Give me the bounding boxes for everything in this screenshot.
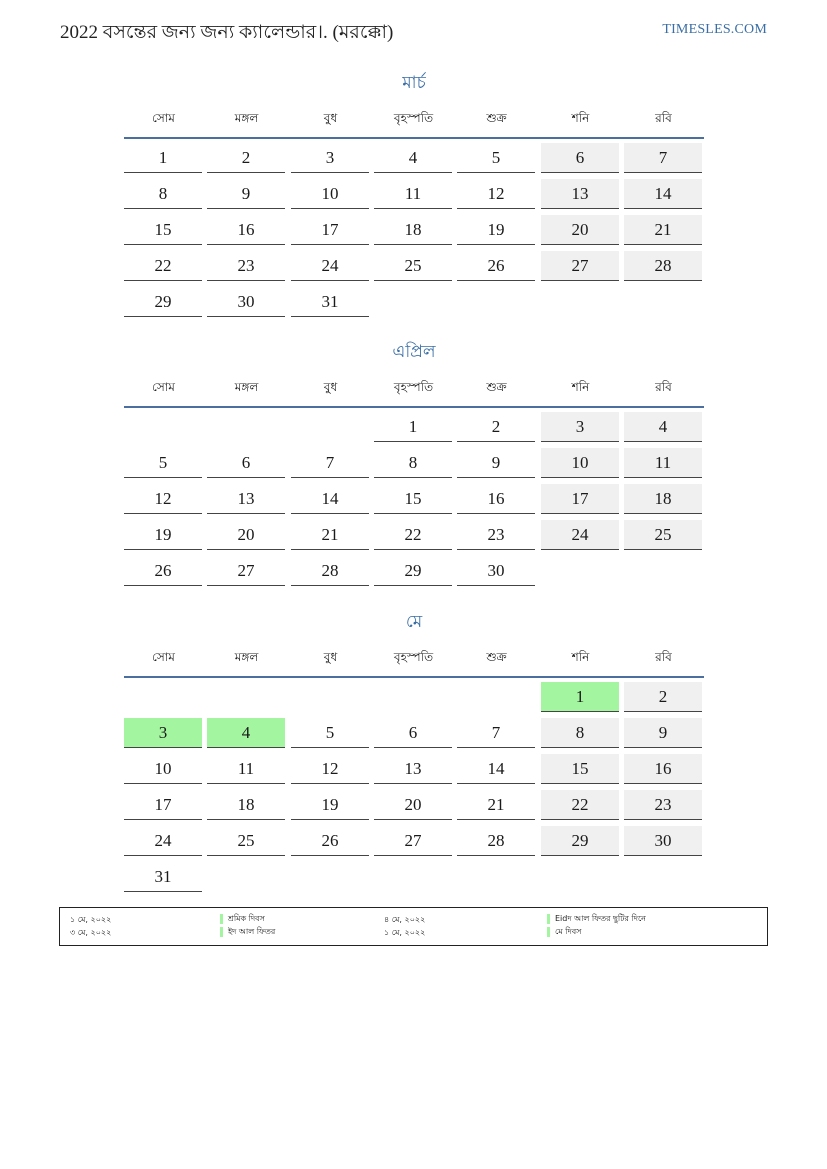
calendar-day[interactable]: 1: [541, 682, 619, 712]
month-title: মে: [405, 612, 423, 631]
calendar-day[interactable]: 26: [124, 556, 202, 586]
calendar-day[interactable]: 7: [457, 718, 535, 748]
calendar-day[interactable]: 24: [541, 520, 619, 550]
weekday-header: শুক্র: [486, 111, 507, 125]
calendar-day[interactable]: 12: [124, 484, 202, 514]
calendar-day[interactable]: 26: [457, 251, 535, 281]
weekday-header: বৃহস্পতি: [393, 380, 434, 394]
calendar-day[interactable]: 23: [207, 251, 285, 281]
calendar-day[interactable]: 4: [374, 143, 452, 173]
calendar-day[interactable]: 27: [541, 251, 619, 281]
calendar-day[interactable]: 21: [624, 215, 702, 245]
weekday-header: বৃহস্পতি: [393, 650, 434, 664]
calendar-day[interactable]: 9: [624, 718, 702, 748]
calendar-day[interactable]: 8: [124, 179, 202, 209]
calendar-day[interactable]: 31: [124, 862, 202, 892]
calendar-day[interactable]: 21: [457, 790, 535, 820]
calendar-day[interactable]: 27: [207, 556, 285, 586]
calendar-day[interactable]: 19: [124, 520, 202, 550]
calendar-day[interactable]: 8: [541, 718, 619, 748]
calendar-day[interactable]: 9: [457, 448, 535, 478]
calendar-day[interactable]: 15: [541, 754, 619, 784]
legend-date: ১ মে, ২০২২: [70, 915, 112, 924]
calendar-day[interactable]: 16: [207, 215, 285, 245]
calendar-day[interactable]: 10: [124, 754, 202, 784]
legend-date: ৩ মে, ২০২২: [70, 928, 112, 937]
calendar-day[interactable]: 15: [374, 484, 452, 514]
weekday-header: রবি: [655, 111, 672, 125]
calendar-day[interactable]: 5: [124, 448, 202, 478]
calendar-day[interactable]: 13: [207, 484, 285, 514]
calendar-day[interactable]: 16: [624, 754, 702, 784]
calendar-day[interactable]: 6: [541, 143, 619, 173]
calendar-day[interactable]: 7: [624, 143, 702, 173]
legend-holiday: শ্রমিক দিবস: [220, 914, 265, 924]
calendar-day[interactable]: 28: [291, 556, 369, 586]
weekday-header: সোম: [152, 380, 175, 394]
calendar-day[interactable]: 12: [457, 179, 535, 209]
page-title: 2022 বসন্তের জন্য জন্য ক্যালেন্ডার।. (মরক্কো): [60, 22, 394, 43]
calendar-day[interactable]: 8: [374, 448, 452, 478]
calendar-day[interactable]: 17: [291, 215, 369, 245]
calendar-day[interactable]: 22: [374, 520, 452, 550]
legend-date: ১ মে, ২০২২: [384, 928, 426, 937]
calendar-day[interactable]: 30: [457, 556, 535, 586]
calendar-day[interactable]: 17: [124, 790, 202, 820]
calendar-day[interactable]: 11: [624, 448, 702, 478]
calendar-day[interactable]: 1: [124, 143, 202, 173]
calendar-day[interactable]: 31: [291, 287, 369, 317]
calendar-day[interactable]: 6: [207, 448, 285, 478]
calendar-day[interactable]: 6: [374, 718, 452, 748]
calendar-day[interactable]: 16: [457, 484, 535, 514]
calendar-day[interactable]: 26: [291, 826, 369, 856]
calendar-day[interactable]: 27: [374, 826, 452, 856]
calendar-day[interactable]: 5: [291, 718, 369, 748]
calendar-day[interactable]: 22: [124, 251, 202, 281]
calendar-day[interactable]: 28: [624, 251, 702, 281]
weekday-header: মঙ্গল: [234, 111, 259, 125]
calendar-day[interactable]: 2: [207, 143, 285, 173]
weekday-header: বুধ: [323, 380, 338, 394]
header-divider: [124, 137, 704, 139]
weekday-header: রবি: [655, 380, 672, 394]
weekday-header: সোম: [152, 650, 175, 664]
calendar-day[interactable]: 3: [541, 412, 619, 442]
calendar-day[interactable]: 20: [374, 790, 452, 820]
calendar-day[interactable]: 3: [124, 718, 202, 748]
calendar-day[interactable]: 4: [624, 412, 702, 442]
weekday-header: মঙ্গল: [234, 380, 259, 394]
calendar-day[interactable]: 18: [374, 215, 452, 245]
calendar-day[interactable]: 20: [541, 215, 619, 245]
header-divider: [124, 676, 704, 678]
header-divider: [124, 406, 704, 408]
calendar-day[interactable]: 9: [207, 179, 285, 209]
weekday-header: শুক্র: [486, 650, 507, 664]
calendar-day[interactable]: 25: [624, 520, 702, 550]
calendar-day[interactable]: 17: [541, 484, 619, 514]
calendar-day[interactable]: 30: [207, 287, 285, 317]
calendar-day[interactable]: 19: [457, 215, 535, 245]
calendar-day[interactable]: 29: [541, 826, 619, 856]
calendar-day[interactable]: 23: [457, 520, 535, 550]
calendar-day[interactable]: 19: [291, 790, 369, 820]
weekday-header: শনি: [571, 380, 590, 394]
month-title: মার্চ: [402, 73, 426, 92]
calendar-day[interactable]: 23: [624, 790, 702, 820]
calendar-day[interactable]: 18: [624, 484, 702, 514]
calendar-day[interactable]: 7: [291, 448, 369, 478]
calendar-day[interactable]: 14: [457, 754, 535, 784]
calendar-day[interactable]: 13: [541, 179, 619, 209]
calendar-day[interactable]: 4: [207, 718, 285, 748]
calendar-day[interactable]: 12: [291, 754, 369, 784]
legend-holiday: ইদ আল ফিতর: [220, 927, 275, 937]
calendar-day[interactable]: 21: [291, 520, 369, 550]
weekday-header: শনি: [571, 111, 590, 125]
calendar-day[interactable]: 13: [374, 754, 452, 784]
calendar-day[interactable]: 14: [624, 179, 702, 209]
legend-holiday: Eidদ আল ফিতর ছুটির দিনে: [547, 914, 646, 924]
calendar-day[interactable]: 10: [541, 448, 619, 478]
month-title: এপ্রিল: [392, 342, 436, 361]
calendar-day[interactable]: 22: [541, 790, 619, 820]
calendar-day[interactable]: 28: [457, 826, 535, 856]
site-link[interactable]: TIMESLES.COM: [662, 22, 767, 37]
calendar-day[interactable]: 11: [374, 179, 452, 209]
weekday-header: শনি: [571, 650, 590, 664]
calendar-day[interactable]: 15: [124, 215, 202, 245]
calendar-day[interactable]: 14: [291, 484, 369, 514]
legend-date: ৪ মে, ২০২২: [384, 915, 426, 924]
calendar-day[interactable]: 3: [291, 143, 369, 173]
weekday-header: বুধ: [323, 650, 338, 664]
legend-holiday: মে দিবস: [547, 927, 581, 937]
weekday-header: সোম: [152, 111, 175, 125]
weekday-header: শুক্র: [486, 380, 507, 394]
weekday-header: মঙ্গল: [234, 650, 259, 664]
calendar-day[interactable]: 25: [207, 826, 285, 856]
calendar-day[interactable]: 24: [291, 251, 369, 281]
calendar-day[interactable]: 25: [374, 251, 452, 281]
weekday-header: রবি: [655, 650, 672, 664]
calendar-day[interactable]: 5: [457, 143, 535, 173]
calendar-day[interactable]: 30: [624, 826, 702, 856]
calendar-day[interactable]: 1: [374, 412, 452, 442]
weekday-header: বৃহস্পতি: [393, 111, 434, 125]
calendar-day[interactable]: 2: [457, 412, 535, 442]
weekday-header: বুধ: [323, 111, 338, 125]
calendar-day[interactable]: 11: [207, 754, 285, 784]
calendar-day[interactable]: 29: [374, 556, 452, 586]
calendar-day[interactable]: 2: [624, 682, 702, 712]
calendar-day[interactable]: 10: [291, 179, 369, 209]
calendar-day[interactable]: 20: [207, 520, 285, 550]
holiday-legend: [59, 907, 768, 946]
calendar-day[interactable]: 29: [124, 287, 202, 317]
calendar-day[interactable]: 18: [207, 790, 285, 820]
calendar-day[interactable]: 24: [124, 826, 202, 856]
